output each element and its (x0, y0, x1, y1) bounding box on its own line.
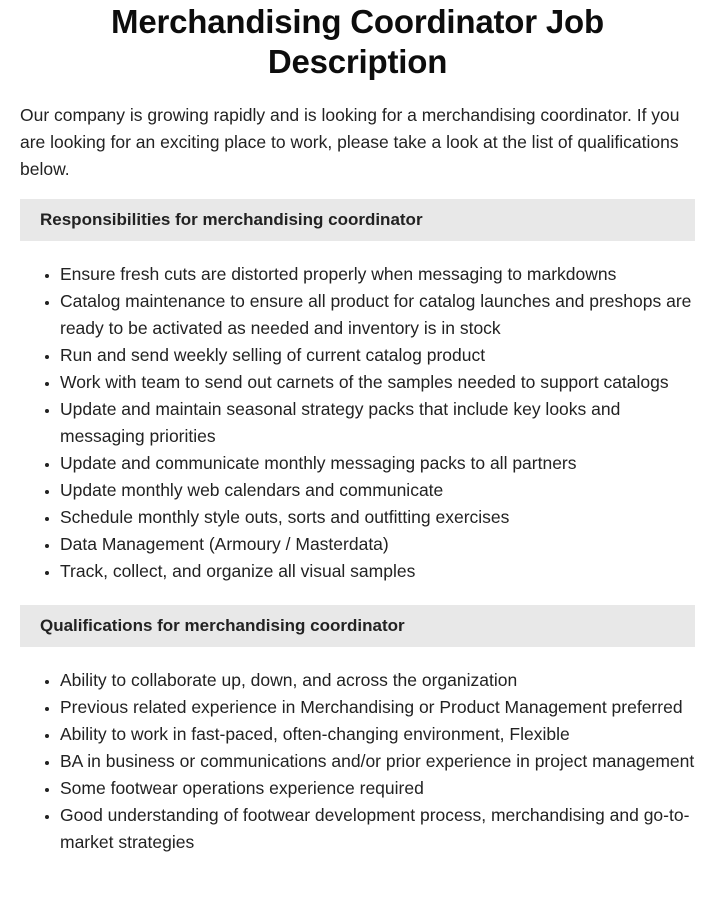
list-item: • Update monthly web calendars and communicate (60, 477, 695, 504)
list-item: • Ability to collaborate up, down, and across the organization (60, 667, 695, 694)
qualifications-heading: Qualifications for merchandising coordinator (20, 605, 695, 647)
list-item: • Previous related experience in Merchandising or Product Management preferred (60, 694, 695, 721)
list-item: • Ensure fresh cuts are distorted properly when messaging to markdowns (60, 261, 695, 288)
list-item: • Ability to work in fast-paced, often-changing environment, Flexible (60, 721, 695, 748)
list-item: • Update and maintain seasonal strategy packs that include key looks and messaging priorities (60, 396, 695, 450)
list-item: • Catalog maintenance to ensure all product for catalog launches and preshops are ready to be activated as needed and inventory is in stock (60, 288, 695, 342)
qualifications-list (20, 667, 695, 856)
page-title: Merchandising Coordinator Job Description (111, 3, 604, 80)
list-item: • Run and send weekly selling of current catalog product (60, 342, 695, 369)
responsibilities-heading: Responsibilities for merchandising coordinator (20, 199, 695, 241)
list-item: • Work with team to send out carnets of the samples needed to support catalogs (60, 369, 695, 396)
responsibilities-list (20, 261, 695, 585)
intro-paragraph: Our company is growing rapidly and is looking for a merchandising coordinator. If you are looking for an exciting place to work, please take a look at the list of qualifications below. (20, 105, 680, 179)
list-item: • Good understanding of footwear development process, merchandising and go-to-market strategies (60, 802, 695, 856)
list-item: • BA in business or communications and/or prior experience in project management (60, 748, 695, 775)
list-item: • Track, collect, and organize all visual samples (60, 558, 695, 585)
list-item: • Some footwear operations experience required (60, 775, 695, 802)
list-item: • Update and communicate monthly messaging packs to all partners (60, 450, 695, 477)
list-item: • Data Management (Armoury / Masterdata) (60, 531, 695, 558)
list-item: • Schedule monthly style outs, sorts and outfitting exercises (60, 504, 695, 531)
